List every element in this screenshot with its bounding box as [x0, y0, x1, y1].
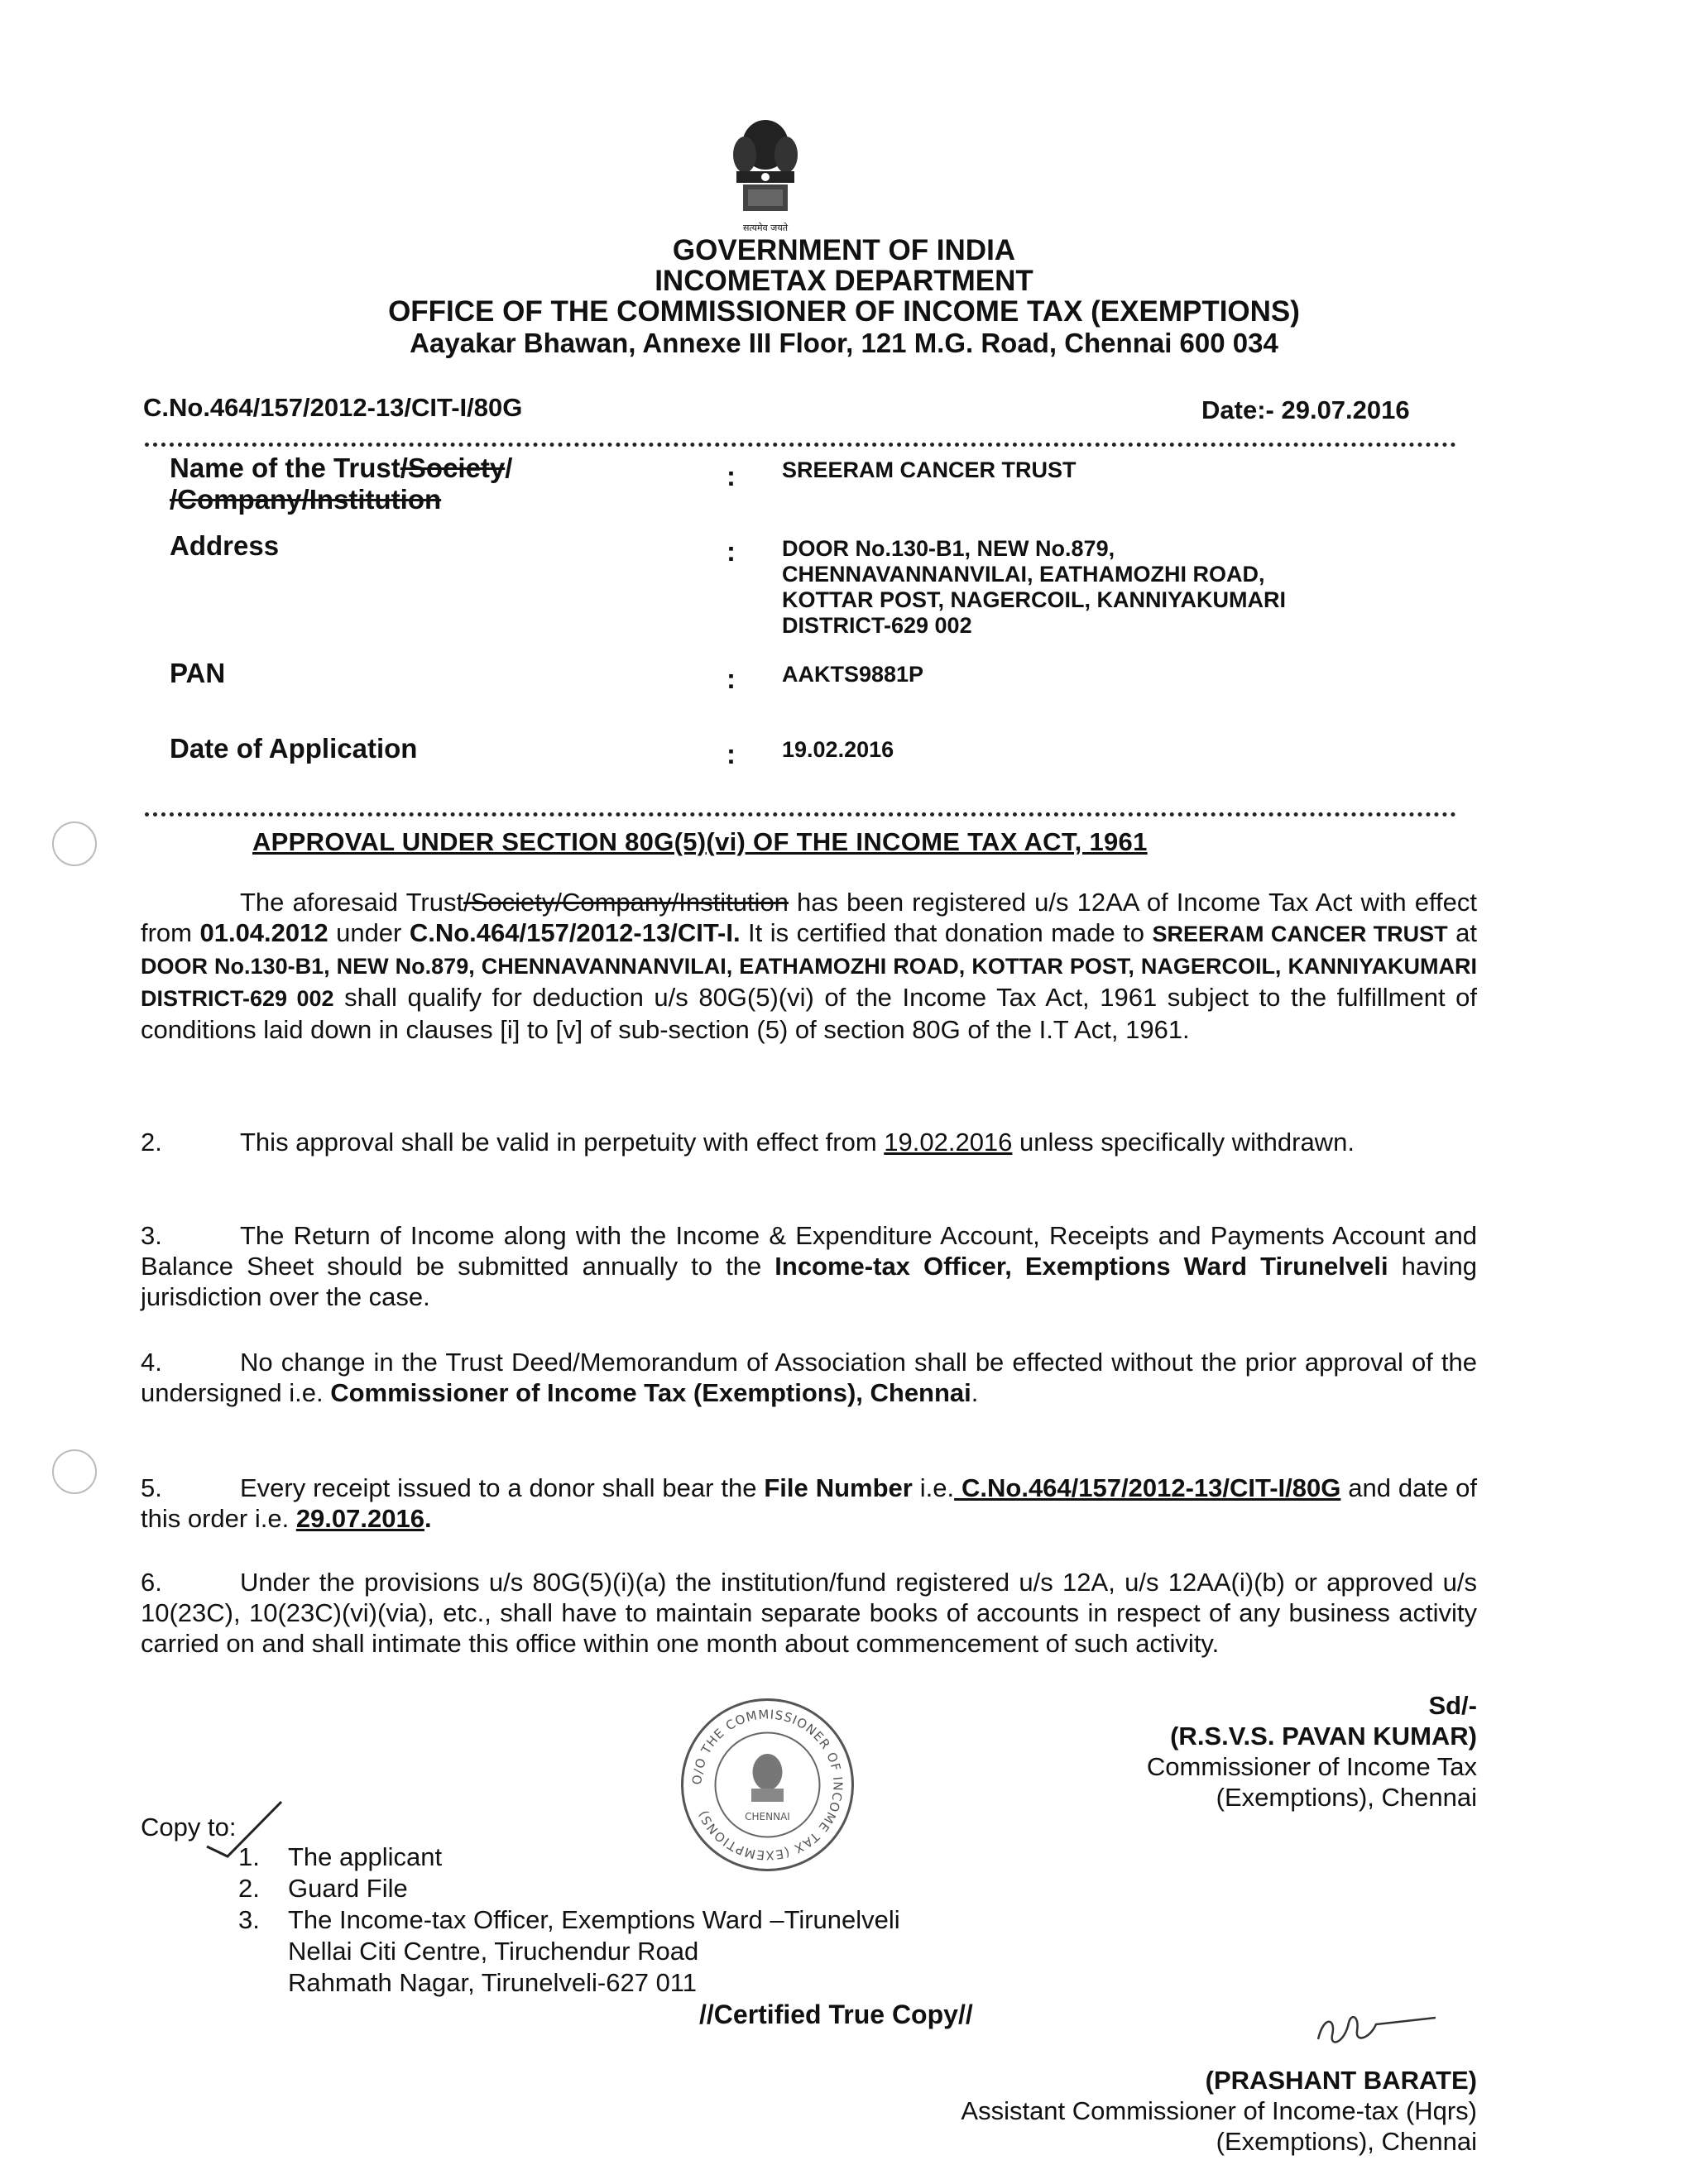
address-colon: : — [727, 536, 736, 567]
document-title: APPROVAL UNDER SECTION 80G(5)(vi) OF THE INCOME TAX ACT, 1961 — [252, 827, 1148, 856]
pan-value: AAKTS9881P — [782, 662, 924, 687]
header-office: OFFICE OF THE COMMISSIONER OF INCOME TAX (EXEMPTIONS) — [388, 295, 1300, 328]
pan-colon: : — [727, 663, 736, 694]
header-address: Aayakar Bhawan, Annexe III Floor, 121 M.G. Road, Chennai 600 034 — [410, 328, 1278, 358]
paragraph-3: 3. The Return of Income along with the Income & Expenditure Account, Receipts and Payments Account and Balance Sheet should be submitted annually to the Income-tax Officer, Exemptions Ward Tirunelveli having jurisdiction over the case. — [141, 1221, 1477, 1311]
copy-item-address: Nellai Citi Centre, Tiruchendur Road — [288, 1937, 699, 1966]
date-value: 29.07.2016 — [1281, 395, 1410, 424]
paragraph-4: 4. No change in the Trust Deed/Memorandum of Association shall be effected without the prior approval of the undersigned i.e. Commissioner of Income Tax (Exemptions), Chennai. — [141, 1348, 1477, 1407]
signatory-commissioner — [1147, 1690, 1477, 1813]
date-label: Date:- — [1201, 395, 1274, 424]
certified-true-copy: //Certified True Copy// — [699, 2000, 973, 2029]
signatory2-designation: Assistant Commissioner of Income-tax (Hqrs) — [961, 2096, 1477, 2125]
copy-item: 1. The applicant — [238, 1842, 443, 1871]
paragraph-1: The aforesaid Trust/Society/Company/Institution has been registered u/s 12AA of Income Tax Act with effect from 01.04.2012 under C.No.464/157/2012-13/CIT-I. It is certified that donation made to SREERAM CANCER TRUST at DOOR No.130-B1, NEW No.879, CHENNAVANNANVILAI, EATHAMOZHI ROAD, KOTTAR POST, NAGERCOIL, KANNIYAKUMARI DISTRICT-629 002 shall qualify for deduction u/s 80G(5)(vi) of the Income Tax Act, 1961 subject to the fulfillment of conditions laid down in clauses [i] to [v] of sub-section (5) of section 80G of the I.T Act, 1961. — [141, 888, 1478, 1044]
sd-mark: Sd/- — [1428, 1691, 1477, 1720]
signatory-assistant-commissioner — [961, 2065, 1477, 2157]
name-label: Name of the Trust/Society/ /Company/Institution — [170, 453, 513, 515]
address-label: Address — [170, 530, 280, 561]
emblem-motto: सत्यमेव जयते — [742, 223, 788, 233]
handwritten-signature — [1312, 2006, 1444, 2056]
name-colon: : — [727, 461, 736, 491]
copy-item-address: Rahmath Nagar, Tirunelveli-627 011 — [288, 1968, 697, 1997]
copy-item: 2. Guard File — [238, 1874, 408, 1903]
copy-to-list — [238, 1842, 900, 1999]
signatory-office: (Exemptions), Chennai — [1216, 1783, 1477, 1812]
signatory2-office: (Exemptions), Chennai — [1216, 2127, 1477, 2156]
signatory-name: (R.S.V.S. PAVAN KUMAR) — [1170, 1722, 1477, 1751]
copy-to-label: Copy to: — [141, 1813, 237, 1842]
reference-number: C.No.464/157/2012-13/CIT-I/80G — [143, 393, 523, 422]
national-emblem — [720, 112, 811, 228]
date-of-application-value: 19.02.2016 — [782, 737, 894, 762]
divider-bottom — [145, 812, 1456, 817]
signatory-designation: Commissioner of Income Tax — [1146, 1752, 1477, 1781]
date-of-application-label: Date of Application — [170, 733, 418, 764]
divider-top — [145, 443, 1456, 447]
punch-hole-top — [52, 821, 97, 866]
seal-center-text: CHENNAI — [745, 1811, 790, 1822]
paragraph-6: 6. Under the provisions u/s 80G(5)(i)(a) the institution/fund registered u/s 12A, u/s 12AA(i)(b) or approved u/s 10(23C), 10(23C)(vi)(via), etc., shall have to maintain separate books of accounts in respect of any business activity carried on and shall intimate this office within one month about commencement of such activity. — [141, 1568, 1477, 1658]
header-government: GOVERNMENT OF INDIA — [672, 234, 1016, 266]
paragraph-5: 5. Every receipt issued to a donor shall bear the File Number i.e. C.No.464/157/2012-13/CIT-I/80G and date of this order i.e. 29.07.2016. — [141, 1473, 1478, 1533]
doa-colon: : — [727, 739, 736, 769]
paragraph-2: 2. This approval shall be valid in perpetuity with effect from 19.02.2016 unless specifically withdrawn. — [141, 1128, 1355, 1157]
punch-hole-bottom — [52, 1449, 97, 1494]
order-date — [1201, 395, 1410, 425]
pan-label: PAN — [170, 658, 226, 688]
header-department: INCOMETAX DEPARTMENT — [655, 265, 1033, 297]
copy-item: 3. The Income-tax Officer, Exemptions Ward –Tirunelveli — [238, 1905, 900, 1934]
address-value: DOOR No.130-B1, NEW No.879, CHENNAVANNANVILAI, EATHAMOZHI ROAD, KOTTAR POST, NAGERCOIL, KANNIYAKUMARI DISTRICT-629 002 — [782, 536, 1287, 638]
signatory2-name: (PRASHANT BARATE) — [1205, 2066, 1477, 2095]
name-value: SREERAM CANCER TRUST — [782, 457, 1077, 482]
seal-ring-text: O/O THE COMMISSIONER OF INCOME TAX (EXEMPTIONS) — [689, 1707, 846, 1863]
